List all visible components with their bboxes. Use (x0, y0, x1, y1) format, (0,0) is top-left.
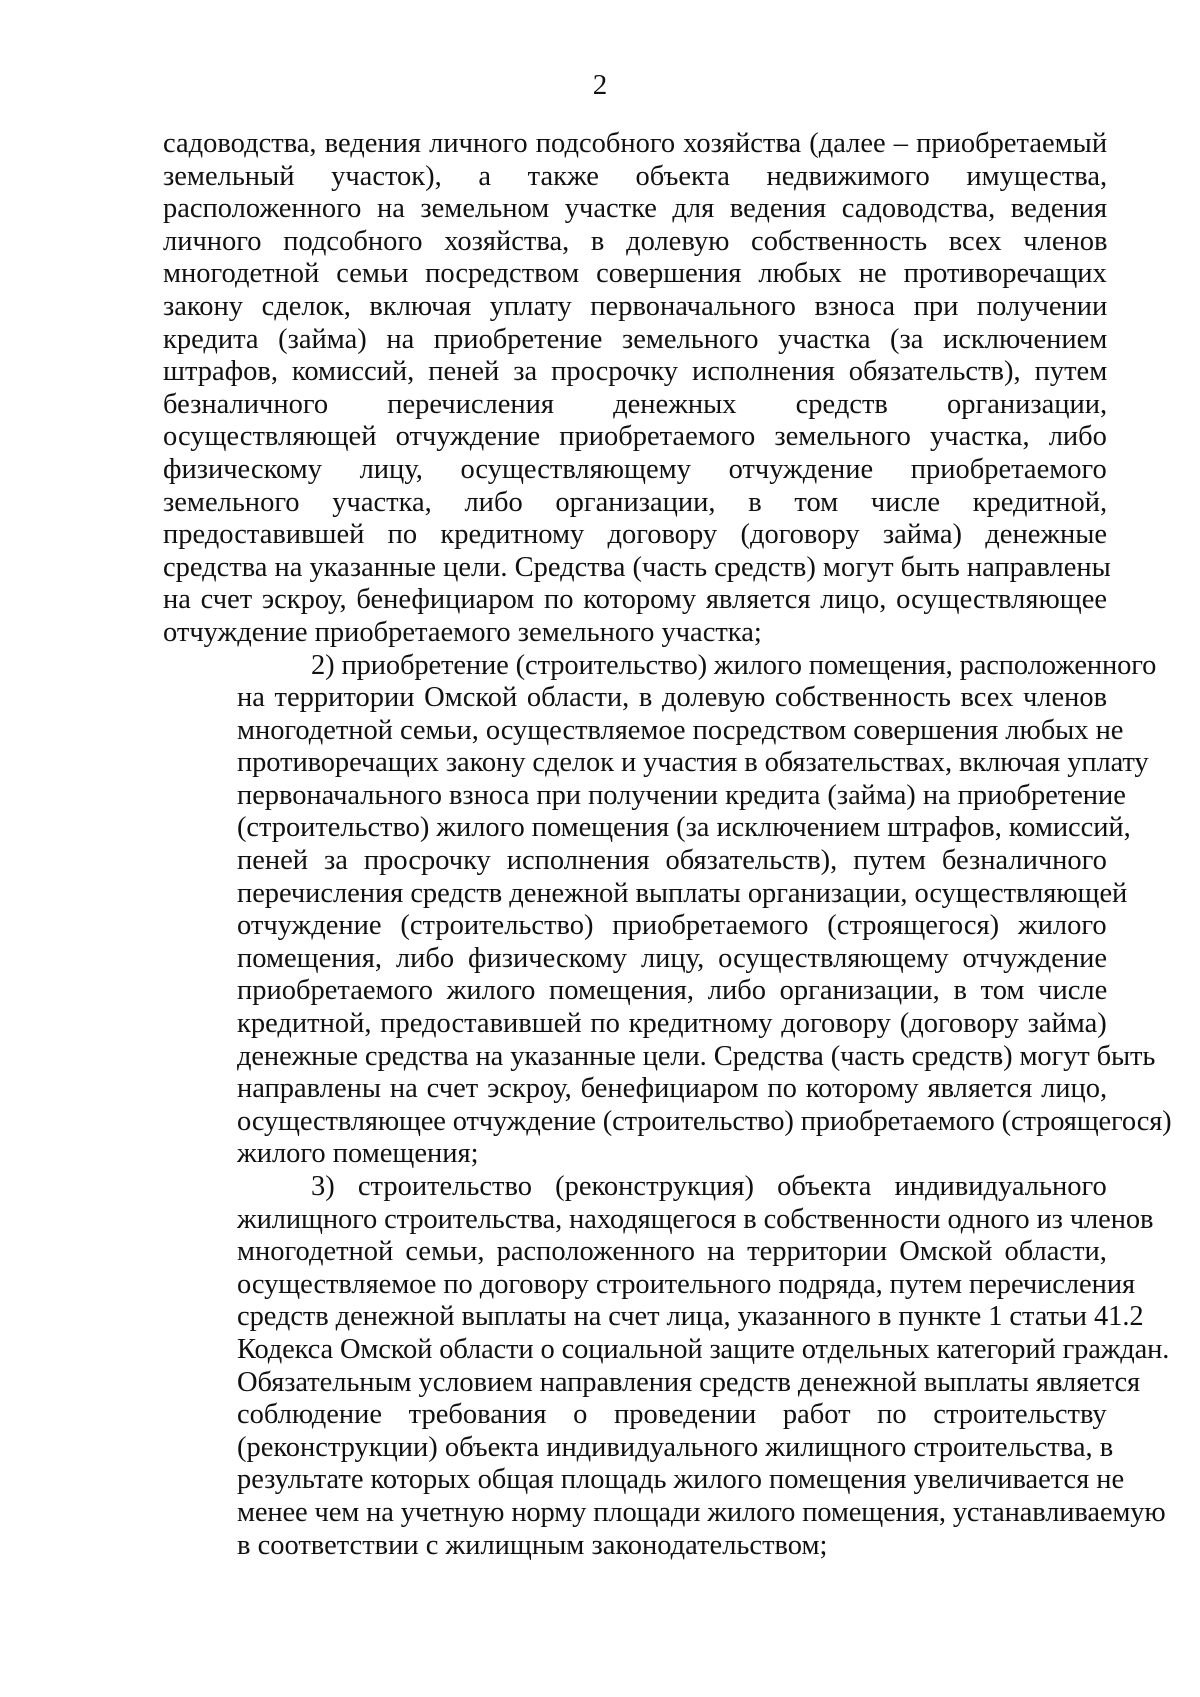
text-line: (реконструкции) объекта индивидуального жилищного строительства, в (237, 1431, 1114, 1463)
text-line: результате которых общая площадь жилого помещения увеличивается не (237, 1464, 1125, 1496)
text-line: расположенного на земельном участке для ведения садоводства, ведения (163, 193, 1108, 225)
text-line: средства на указанные цели. Средства (часть средств) могут быть направлены (163, 551, 1111, 583)
paragraph-p2 (163, 649, 1172, 1172)
text-line: приобретаемого жилого помещения, либо организации, в том числе (237, 975, 1108, 1007)
text-line: Обязательным условием направления средств денежной выплаты является (237, 1366, 1141, 1398)
text-line: закону сделок, включая уплату первоначального взноса при получении (163, 290, 1108, 322)
text-line: кредита (займа) на приобретение земельного участка (за исключением (163, 323, 1108, 355)
text-line: безналичного перечисления денежных средств организации, (163, 388, 1108, 420)
text-line: пеней за просрочку исполнения обязательств), путем безналичного (237, 845, 1107, 877)
paragraph-p3 (163, 1171, 1170, 1562)
text-line: на счет эскроу, бенефициаром по которому является лицо, осуществляющее (163, 584, 1107, 616)
text-line: жилого помещения; (237, 1138, 479, 1170)
text-line: 3) строительство (реконструкция) объекта индивидуального (311, 1171, 1107, 1202)
text-line: жилищного строительства, находящегося в собственности одного из членов (237, 1203, 1154, 1235)
text-line: многодетной семьи, расположенного на территории Омской области, (237, 1236, 1107, 1268)
text-line: противоречащих закону сделок и участия в обязательствах, включая уплату (237, 747, 1149, 779)
text-line: земельный участок), а также объекта недвижимого имущества, (163, 160, 1108, 192)
text-line: личного подсобного хозяйства, в долевую собственность всех членов (163, 225, 1108, 257)
text-line: Кодекса Омской области о социальной защите отдельных категорий граждан. (237, 1333, 1170, 1365)
text-line: многодетной семьи, осуществляемое посредством совершения любых не (237, 714, 1124, 746)
text-line: земельного участка, либо организации, в том числе кредитной, (163, 486, 1108, 518)
text-line: помещения, либо физическому лицу, осуществляющему отчуждение (237, 942, 1108, 974)
text-line: физическому лицу, осуществляющему отчуждение приобретаемого (163, 453, 1107, 485)
text-line: осуществляющее отчуждение (строительство) приобретаемого (строящегося) (237, 1105, 1172, 1137)
text-line: перечисления средств денежной выплаты организации, осуществляющей (237, 877, 1128, 909)
text-line: менее чем на учетную норму площади жилого помещения, устанавливаемую (237, 1496, 1166, 1528)
text-line: осуществляющей отчуждение приобретаемого земельного участка, либо (163, 421, 1107, 453)
text-line: отчуждение приобретаемого земельного участка; (163, 616, 762, 648)
text-line: осуществляемое по договору строительного подряда, путем перечисления (237, 1268, 1136, 1300)
paragraph-p1 (163, 128, 1111, 650)
text-line: первоначального взноса при получении кредита (займа) на приобретение (237, 779, 1126, 811)
text-line: денежные средства на указанные цели. Средства (часть средств) могут быть (237, 1040, 1156, 1072)
text-line: направлены на счет эскроу, бенефициаром по которому является лицо, (237, 1073, 1108, 1105)
text-line: кредитной, предоставившей по кредитному договору (договору займа) (237, 1008, 1107, 1040)
text-line: в соответствии с жилищным законодательством; (237, 1529, 828, 1561)
text-line: садоводства, ведения личного подсобного хозяйства (далее – приобретаемый (163, 128, 1108, 159)
text-line: на территории Омской области, в долевую собственность всех членов (237, 682, 1108, 714)
text-line: многодетной семьи посредством совершения любых не противоречащих (163, 258, 1107, 290)
document-body (163, 128, 1172, 1562)
text-line: соблюдение требования о проведении работ по строительству (237, 1399, 1107, 1431)
text-line: отчуждение (строительство) приобретаемого (строящегося) жилого (237, 910, 1107, 942)
text-line: (строительство) жилого помещения (за исключением штрафов, комиссий, (237, 812, 1131, 844)
text-line: средств денежной выплаты на счет лица, указанного в пункте 1 статьи 41.2 (237, 1301, 1144, 1333)
text-line: штрафов, комиссий, пеней за просрочку исполнения обязательств), путем (163, 356, 1108, 388)
page-number: 2 (592, 69, 608, 101)
text-line: 2) приобретение (строительство) жилого помещения, расположенного (311, 649, 1157, 681)
text-line: предоставившей по кредитному договору (договору займа) денежные (163, 519, 1108, 551)
